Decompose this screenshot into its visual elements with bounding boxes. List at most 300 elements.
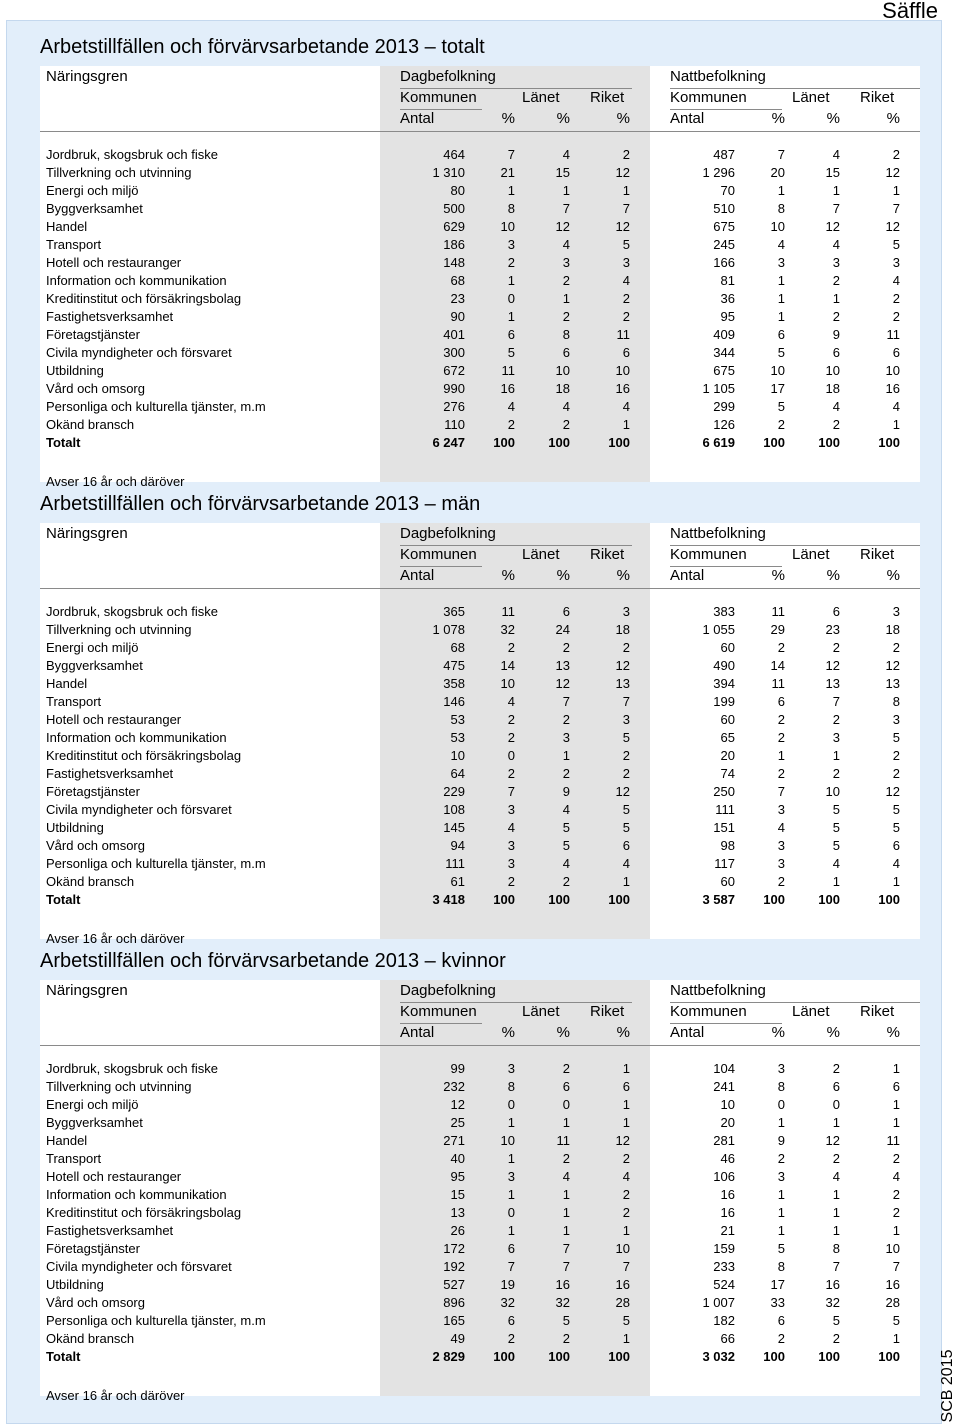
value-cell: 7 [622, 694, 630, 709]
value-cell: 3 [777, 255, 785, 270]
header-dagbefolkning: Dagbefolkning [400, 525, 496, 542]
value-cell: 28 [615, 1295, 630, 1310]
value-cell: 6 [892, 1079, 900, 1094]
value-cell: 2 [777, 730, 785, 745]
value-cell: 7 [507, 1259, 515, 1274]
value-cell: 8 [562, 327, 570, 342]
value-cell: 1 [622, 874, 630, 889]
value-cell: 1 [507, 1151, 515, 1166]
value-cell: 7 [892, 201, 900, 216]
value-cell: 7 [622, 201, 630, 216]
value-cell: 1 [622, 1115, 630, 1130]
header-kommunen-night: Kommunen [670, 546, 747, 563]
value-cell: 4 [832, 856, 840, 871]
table-row [40, 218, 920, 236]
value-cell: 10 [825, 784, 840, 799]
value-cell: 100 [878, 892, 900, 907]
value-cell: 3 [562, 730, 570, 745]
value-cell: 7 [832, 201, 840, 216]
table-row [40, 1168, 920, 1186]
value-cell: 12 [885, 165, 900, 180]
value-cell: 90 [450, 309, 465, 324]
value-cell: 2 [622, 147, 630, 162]
value-cell: 68 [450, 640, 465, 655]
value-cell: 6 [832, 345, 840, 360]
value-cell: 3 [622, 712, 630, 727]
value-cell: 6 [622, 1079, 630, 1094]
value-cell: 32 [555, 1295, 570, 1310]
table-body [40, 1060, 920, 1366]
table-row [40, 657, 920, 675]
sector-name: Kreditinstitut och försäkringsbolag [46, 748, 242, 763]
value-cell: 4 [622, 399, 630, 414]
table-row [40, 1132, 920, 1150]
table-row [40, 1276, 920, 1294]
header-pct-5: % [771, 567, 785, 584]
sector-name: Fastighetsverksamhet [46, 766, 174, 781]
value-cell: 2 [832, 417, 840, 432]
value-cell: 165 [443, 1313, 465, 1328]
value-cell: 1 [892, 1061, 900, 1076]
value-cell: 7 [562, 1259, 570, 1274]
value-cell: 3 [507, 802, 515, 817]
value-cell: 629 [443, 219, 465, 234]
value-cell: 1 [777, 748, 785, 763]
table-body [40, 146, 920, 452]
value-cell: 100 [608, 435, 630, 450]
value-cell: 0 [562, 1097, 570, 1112]
value-cell: 64 [450, 766, 465, 781]
value-cell: 6 [562, 1079, 570, 1094]
value-cell: 1 [562, 1205, 570, 1220]
value-cell: 74 [720, 766, 735, 781]
value-cell: 10 [555, 363, 570, 378]
table-row [40, 308, 920, 326]
table-row [40, 729, 920, 747]
total-row [40, 891, 920, 909]
value-cell: 1 [892, 417, 900, 432]
table-row [40, 236, 920, 254]
sector-name: Jordbruk, skogsbruk och fiske [46, 1061, 218, 1076]
value-cell: 1 [507, 1223, 515, 1238]
value-cell: 24 [555, 622, 570, 637]
value-cell: 61 [450, 874, 465, 889]
header-kommunen-night: Kommunen [670, 1003, 747, 1020]
sector-name: Företagstjänster [46, 784, 140, 799]
value-cell: 16 [885, 381, 900, 396]
value-cell: 5 [832, 1313, 840, 1328]
value-cell: 146 [443, 694, 465, 709]
value-cell: 25 [450, 1115, 465, 1130]
value-cell: 5 [777, 345, 785, 360]
value-cell: 100 [878, 435, 900, 450]
value-cell: 100 [763, 1349, 785, 1364]
value-cell: 6 [777, 327, 785, 342]
value-cell: 7 [562, 201, 570, 216]
value-cell: 8 [507, 1079, 515, 1094]
table-row [40, 200, 920, 218]
table-row [40, 765, 920, 783]
value-cell: 10 [500, 1133, 515, 1148]
value-cell: 271 [443, 1133, 465, 1148]
value-cell: 6 [622, 345, 630, 360]
header-antal-day: Antal [400, 567, 435, 584]
table-row [40, 1060, 920, 1078]
value-cell: 2 [832, 712, 840, 727]
value-cell: 4 [832, 147, 840, 162]
sector-name: Totalt [46, 1349, 81, 1364]
value-cell: 32 [500, 622, 515, 637]
value-cell: 527 [443, 1277, 465, 1292]
header-kommunen-night: Kommunen [670, 89, 747, 106]
value-cell: 2 [777, 640, 785, 655]
value-cell: 2 [892, 1205, 900, 1220]
value-cell: 229 [443, 784, 465, 799]
value-cell: 2 [622, 748, 630, 763]
table-row [40, 182, 920, 200]
value-cell: 100 [608, 1349, 630, 1364]
header-antal-night: Antal [670, 567, 705, 584]
value-cell: 5 [832, 802, 840, 817]
sector-name: Information och kommunikation [46, 730, 227, 745]
value-cell: 1 [777, 291, 785, 306]
value-cell: 20 [770, 165, 785, 180]
value-cell: 5 [562, 838, 570, 853]
header-riket-day: Riket [590, 546, 625, 563]
value-cell: 2 [892, 748, 900, 763]
value-cell: 2 [777, 1331, 785, 1346]
value-cell: 2 [562, 1061, 570, 1076]
value-cell: 80 [450, 183, 465, 198]
value-cell: 2 [622, 640, 630, 655]
value-cell: 2 [892, 291, 900, 306]
value-cell: 2 [777, 766, 785, 781]
header-pct-5: % [771, 110, 785, 127]
value-cell: 23 [450, 291, 465, 306]
sector-name: Civila myndigheter och försvaret [46, 802, 232, 817]
header-antal-night: Antal [670, 1024, 705, 1041]
value-cell: 3 [832, 255, 840, 270]
value-cell: 10 [825, 363, 840, 378]
value-cell: 0 [507, 291, 515, 306]
value-cell: 276 [443, 399, 465, 414]
value-cell: 1 [622, 417, 630, 432]
total-row [40, 1348, 920, 1366]
sector-name: Kreditinstitut och försäkringsbolag [46, 291, 242, 306]
value-cell: 464 [443, 147, 465, 162]
header-lanet-night: Länet [792, 1003, 830, 1020]
value-cell: 26 [450, 1223, 465, 1238]
header-naringsgren: Näringsgren [46, 525, 128, 542]
value-cell: 4 [562, 399, 570, 414]
table-row [40, 639, 920, 657]
value-cell: 100 [608, 892, 630, 907]
total-row [40, 434, 920, 452]
table-row [40, 855, 920, 873]
table-row [40, 1114, 920, 1132]
value-cell: 1 [507, 273, 515, 288]
value-cell: 100 [548, 435, 570, 450]
value-cell: 1 [507, 309, 515, 324]
value-cell: 2 [777, 874, 785, 889]
header-kommunen-day: Kommunen [400, 546, 477, 563]
value-cell: 2 [622, 1187, 630, 1202]
value-cell: 32 [500, 1295, 515, 1310]
value-cell: 4 [777, 820, 785, 835]
value-cell: 344 [713, 345, 735, 360]
table-section [40, 950, 920, 1403]
value-cell: 7 [562, 694, 570, 709]
value-cell: 1 105 [702, 381, 735, 396]
value-cell: 2 [622, 1205, 630, 1220]
header-lanet-night: Länet [792, 546, 830, 563]
value-cell: 1 [562, 1223, 570, 1238]
header-pct-3: % [616, 110, 630, 127]
header-pct-7: % [886, 567, 900, 584]
value-cell: 3 [832, 730, 840, 745]
value-cell: 18 [825, 381, 840, 396]
value-cell: 4 [562, 802, 570, 817]
sector-name: Utbildning [46, 820, 104, 835]
value-cell: 5 [507, 345, 515, 360]
value-cell: 6 [777, 694, 785, 709]
value-cell: 7 [777, 784, 785, 799]
value-cell: 401 [443, 327, 465, 342]
sector-name: Hotell och restauranger [46, 255, 182, 270]
value-cell: 108 [443, 802, 465, 817]
value-cell: 7 [832, 1259, 840, 1274]
table-row [40, 801, 920, 819]
value-cell: 1 [832, 1115, 840, 1130]
header-pct-2: % [556, 567, 570, 584]
value-cell: 100 [548, 1349, 570, 1364]
value-cell: 6 [562, 345, 570, 360]
header-riket-day: Riket [590, 89, 625, 106]
value-cell: 2 [892, 309, 900, 324]
value-cell: 2 [777, 712, 785, 727]
header-kommunen-day: Kommunen [400, 1003, 477, 1020]
sector-name: Personliga och kulturella tjänster, m.m [46, 1313, 266, 1328]
value-cell: 14 [500, 658, 515, 673]
value-cell: 5 [892, 1313, 900, 1328]
value-cell: 100 [548, 892, 570, 907]
value-cell: 95 [720, 309, 735, 324]
value-cell: 29 [770, 622, 785, 637]
value-cell: 1 [562, 1115, 570, 1130]
header-pct-1: % [501, 110, 515, 127]
header-pct-7: % [886, 1024, 900, 1041]
value-cell: 5 [562, 820, 570, 835]
value-cell: 6 247 [432, 435, 465, 450]
value-cell: 18 [615, 622, 630, 637]
sector-name: Företagstjänster [46, 1241, 140, 1256]
value-cell: 100 [818, 1349, 840, 1364]
value-cell: 5 [562, 1313, 570, 1328]
table-row [40, 326, 920, 344]
value-cell: 2 [562, 874, 570, 889]
value-cell: 6 [832, 604, 840, 619]
header-pct-7: % [886, 110, 900, 127]
value-cell: 1 [622, 1223, 630, 1238]
value-cell: 1 [777, 1205, 785, 1220]
value-cell: 10 [885, 363, 900, 378]
table-section [40, 36, 920, 489]
sector-name: Totalt [46, 892, 81, 907]
value-cell: 2 [832, 1061, 840, 1076]
value-cell: 12 [555, 219, 570, 234]
value-cell: 8 [777, 201, 785, 216]
header-kommunen-day: Kommunen [400, 89, 477, 106]
value-cell: 4 [892, 856, 900, 871]
value-cell: 10 [885, 1241, 900, 1256]
value-cell: 7 [562, 1241, 570, 1256]
value-cell: 4 [622, 273, 630, 288]
value-cell: 250 [713, 784, 735, 799]
header-pct-3: % [616, 567, 630, 584]
value-cell: 1 [777, 1115, 785, 1130]
table-body [40, 603, 920, 909]
value-cell: 159 [713, 1241, 735, 1256]
value-cell: 3 [892, 712, 900, 727]
value-cell: 110 [444, 417, 465, 432]
header-lanet-day: Länet [522, 546, 560, 563]
value-cell: 5 [622, 237, 630, 252]
value-cell: 148 [443, 255, 465, 270]
value-cell: 2 [892, 147, 900, 162]
value-cell: 4 [622, 1169, 630, 1184]
value-cell: 8 [832, 1241, 840, 1256]
value-cell: 524 [713, 1277, 735, 1292]
value-cell: 23 [825, 622, 840, 637]
value-cell: 2 [562, 712, 570, 727]
value-cell: 6 [892, 838, 900, 853]
header-dagbefolkning: Dagbefolkning [400, 982, 496, 999]
value-cell: 5 [832, 820, 840, 835]
value-cell: 172 [443, 1241, 465, 1256]
sector-name: Företagstjänster [46, 327, 140, 342]
value-cell: 4 [507, 820, 515, 835]
value-cell: 2 [832, 1331, 840, 1346]
header-pct-1: % [501, 567, 515, 584]
value-cell: 0 [507, 748, 515, 763]
value-cell: 1 296 [702, 165, 735, 180]
value-cell: 6 [622, 838, 630, 853]
value-cell: 16 [720, 1205, 735, 1220]
sector-name: Okänd bransch [46, 1331, 135, 1346]
value-cell: 2 [507, 255, 515, 270]
value-cell: 10 [720, 1097, 735, 1112]
value-cell: 65 [720, 730, 735, 745]
value-cell: 11 [771, 604, 785, 619]
value-cell: 1 [777, 1223, 785, 1238]
header-pct-6: % [826, 1024, 840, 1041]
value-cell: 16 [555, 1277, 570, 1292]
value-cell: 17 [770, 1277, 785, 1292]
header-rule [40, 131, 920, 132]
value-cell: 3 [507, 1169, 515, 1184]
header-antal-day: Antal [400, 110, 435, 127]
sector-name: Transport [46, 237, 102, 252]
value-cell: 2 [507, 874, 515, 889]
municipality-name: Säffle [882, 0, 938, 23]
sector-name: Vård och omsorg [46, 381, 145, 396]
footnote: Avser 16 år och däröver [46, 1388, 185, 1403]
value-cell: 166 [713, 255, 735, 270]
sector-name: Tillverkning och utvinning [46, 1079, 192, 1094]
value-cell: 4 [507, 399, 515, 414]
sector-name: Hotell och restauranger [46, 1169, 182, 1184]
sector-name: Handel [46, 1133, 88, 1148]
value-cell: 12 [825, 1133, 840, 1148]
value-cell: 192 [443, 1259, 465, 1274]
value-cell: 16 [720, 1187, 735, 1202]
value-cell: 1 [892, 1331, 900, 1346]
value-cell: 100 [818, 435, 840, 450]
header-rule [40, 1045, 920, 1046]
value-cell: 5 [622, 1313, 630, 1328]
value-cell: 111 [715, 802, 735, 817]
value-cell: 2 [562, 766, 570, 781]
value-cell: 13 [555, 658, 570, 673]
value-cell: 2 [777, 417, 785, 432]
value-cell: 9 [832, 327, 840, 342]
value-cell: 15 [825, 165, 840, 180]
header-riket-night: Riket [860, 89, 895, 106]
value-cell: 3 [507, 856, 515, 871]
section-title: Arbetstillfällen och förvärvsarbetande 2013 – totalt [40, 36, 485, 58]
value-cell: 6 [562, 604, 570, 619]
value-cell: 4 [562, 1169, 570, 1184]
value-cell: 1 [622, 1097, 630, 1112]
sector-name: Information och kommunikation [46, 273, 227, 288]
header-pct-2: % [556, 1024, 570, 1041]
table-row [40, 290, 920, 308]
value-cell: 16 [615, 381, 630, 396]
value-cell: 2 [832, 1151, 840, 1166]
value-cell: 95 [450, 1169, 465, 1184]
sector-name: Jordbruk, skogsbruk och fiske [46, 147, 218, 162]
value-cell: 6 [777, 1313, 785, 1328]
value-cell: 12 [615, 1133, 630, 1148]
value-cell: 1 [832, 1187, 840, 1202]
sector-name: Handel [46, 219, 88, 234]
table-panel [40, 66, 920, 489]
footnote-shade [380, 913, 650, 939]
value-cell: 4 [892, 1169, 900, 1184]
header-riket-night: Riket [860, 546, 895, 563]
table-row [40, 693, 920, 711]
value-cell: 11 [886, 327, 900, 342]
value-cell: 5 [892, 730, 900, 745]
value-cell: 1 [892, 183, 900, 198]
value-cell: 18 [555, 381, 570, 396]
value-cell: 675 [713, 363, 735, 378]
value-cell: 2 [622, 766, 630, 781]
value-cell: 100 [763, 435, 785, 450]
value-cell: 1 [892, 874, 900, 889]
value-cell: 16 [615, 1277, 630, 1292]
value-cell: 2 [622, 309, 630, 324]
value-cell: 3 [892, 604, 900, 619]
value-cell: 4 [892, 399, 900, 414]
header-lanet-day: Länet [522, 89, 560, 106]
value-cell: 7 [892, 1259, 900, 1274]
value-cell: 21 [500, 165, 515, 180]
table-row [40, 272, 920, 290]
value-cell: 394 [713, 676, 735, 691]
table-row [40, 344, 920, 362]
value-cell: 990 [443, 381, 465, 396]
